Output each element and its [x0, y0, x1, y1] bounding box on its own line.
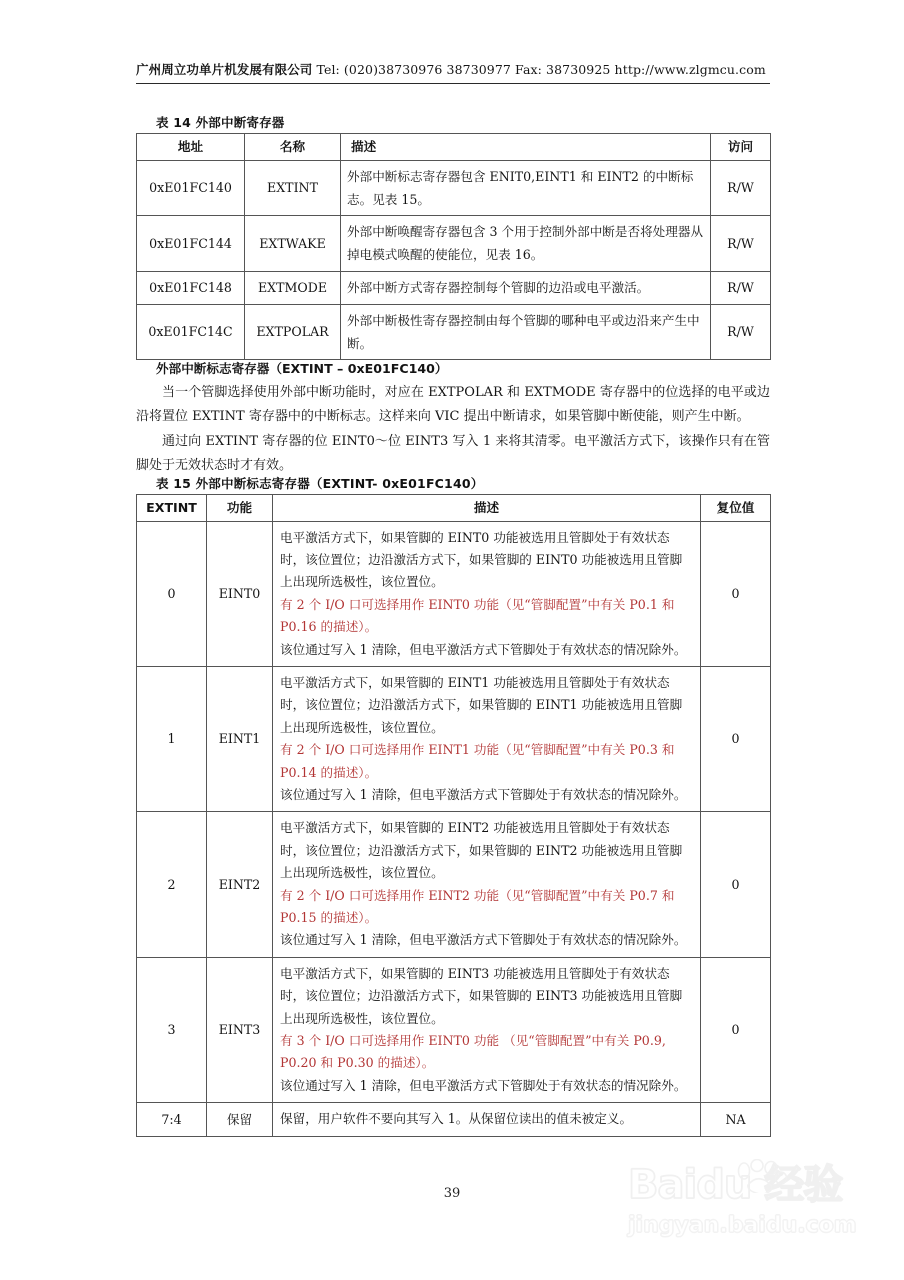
header-text-line [136, 60, 770, 83]
cell-reset-value: 0 [701, 812, 771, 957]
cell-reset-value: NA [701, 1103, 771, 1136]
column-header-desc: 描述 [341, 134, 711, 161]
cell-address: 0xE01FC14C [137, 304, 245, 360]
desc-paragraph-clear: 该位通过写入 1 清除，但电平激活方式下管脚处于有效状态的情况除外。 [280, 786, 687, 802]
column-header-reset: 复位值 [701, 495, 771, 522]
cell-reset-value: 0 [701, 957, 771, 1102]
page-header [136, 60, 770, 84]
cell-address: 0xE01FC148 [137, 271, 245, 304]
table-row [137, 666, 771, 811]
cell-function: 保留 [207, 1103, 273, 1136]
cell-description [273, 812, 701, 957]
column-header-desc: 描述 [273, 495, 701, 522]
cell-reset-value: 0 [701, 521, 771, 666]
table-row [137, 160, 771, 216]
cell-function: EINT1 [207, 666, 273, 811]
page-number: 39 [443, 1186, 461, 1201]
desc-paragraph-highlight: 有 3 个 I/O 口可选择用作 EINT0 功能 （见“管脚配置”中有关 P0.9, P0.20 和 P0.30 的描述）。 [280, 1033, 666, 1071]
cell-description [273, 521, 701, 666]
extint-flag-register-table [136, 494, 771, 1137]
cell-function: EINT2 [207, 812, 273, 957]
table-15-caption: 表 15 外部中断标志寄存器（EXTINT- 0xE01FC140） [156, 476, 484, 491]
cell-description [273, 957, 701, 1102]
cell-name: EXTINT [245, 160, 341, 216]
section-heading: 外部中断标志寄存器（EXTINT – 0xE01FC140） [156, 361, 448, 376]
desc-paragraph-highlight: 有 2 个 I/O 口可选择用作 EINT1 功能（见“管脚配置”中有关 P0.3 和 P0.14 的描述）。 [280, 742, 675, 780]
cell-access: R/W [711, 304, 771, 360]
table-header-row [137, 495, 771, 522]
cell-function: EINT3 [207, 957, 273, 1102]
table-row [137, 812, 771, 957]
cell-address: 0xE01FC140 [137, 160, 245, 216]
desc-paragraph-normal: 电平激活方式下，如果管脚的 EINT0 功能被选用且管脚处于有效状态时，该位置位；边沿激活方式下，如果管脚的 EINT0 功能被选用且管脚上出现所选极性，该位置位。 [280, 529, 683, 590]
external-interrupt-registers-table [136, 133, 771, 360]
watermark-sub-text: jingyan.baidu.com [628, 1213, 857, 1238]
cell-bit: 2 [137, 812, 207, 957]
paragraph-text: 通过向 EXTINT 寄存器的位 EINT0～位 EINT3 写入 1 来将其清零。电平激活方式下，该操作只有在管脚处于无效状态时才有效。 [136, 434, 770, 474]
company-name: 广州周立功单片机发展有限公司 [136, 62, 313, 77]
cell-access: R/W [711, 160, 771, 216]
desc-paragraph-normal: 电平激活方式下，如果管脚的 EINT1 功能被选用且管脚处于有效状态时，该位置位；边沿激活方式下，如果管脚的 EINT1 功能被选用且管脚上出现所选极性，该位置位。 [280, 674, 683, 735]
desc-paragraph-clear: 该位通过写入 1 清除，但电平激活方式下管脚处于有效状态的情况除外。 [280, 641, 687, 657]
desc-paragraph-highlight: 有 2 个 I/O 口可选择用作 EINT2 功能（见“管脚配置”中有关 P0.7 和 P0.15 的描述）。 [280, 887, 675, 926]
table-row [137, 271, 771, 304]
desc-paragraph-normal: 电平激活方式下，如果管脚的 EINT3 功能被选用且管脚处于有效状态时，该位置位；边沿激活方式下，如果管脚的 EINT3 功能被选用且管脚上出现所选极性，该位置位。 [280, 965, 683, 1026]
baidu-jingyan-watermark [628, 1163, 886, 1255]
cell-access: R/W [711, 271, 771, 304]
cell-name: EXTMODE [245, 271, 341, 304]
desc-paragraph-highlight: 有 2 个 I/O 口可选择用作 EINT0 功能（见“管脚配置”中有关 P0.1 和 P0.16 的描述）。 [280, 596, 675, 635]
column-header-function: 功能 [207, 495, 273, 522]
cell-bit: 1 [137, 666, 207, 811]
cell-function: EINT0 [207, 521, 273, 666]
cell-access: R/W [711, 216, 771, 272]
desc-paragraph-normal: 电平激活方式下，如果管脚的 EINT2 功能被选用且管脚处于有效状态时，该位置位；边沿激活方式下，如果管脚的 EINT2 功能被选用且管脚上出现所选极性，该位置位。 [280, 820, 683, 881]
paragraph-text: 当一个管脚选择使用外部中断功能时，对应在 EXTPOLAR 和 EXTMODE 寄存器中的位选择的电平或边沿将置位 EXTINT 寄存器中的中断标志。这样来向 VIC 提出中断请求，如果管脚中断使能，则产生中断。 [136, 385, 770, 425]
cell-description: 外部中断唤醒寄存器包含 3 个用于控制外部中断是否将处理器从掉电模式唤醒的使能位，见表 16。 [341, 216, 711, 272]
cell-description [273, 666, 701, 811]
cell-bit: 3 [137, 957, 207, 1102]
cell-description: 外部中断极性寄存器控制由每个管脚的哪种电平或边沿来产生中断。 [341, 304, 711, 360]
cell-name: EXTPOLAR [245, 304, 341, 360]
cell-description: 外部中断方式寄存器控制每个管脚的边沿或电平激活。 [341, 271, 711, 304]
column-header-name: 名称 [245, 134, 341, 161]
watermark-main-text: Baidu 经验 [628, 1162, 843, 1208]
header-divider [136, 83, 770, 84]
section-paragraph-1 [136, 381, 770, 429]
table-row [137, 521, 771, 666]
cell-address: 0xE01FC144 [137, 216, 245, 272]
cell-description [273, 1103, 701, 1136]
header-contact: Tel: (020)38730976 38730977 Fax: 38730925 http://www.zlgmcu.com [316, 62, 766, 77]
desc-paragraph-clear: 该位通过写入 1 清除，但电平激活方式下管脚处于有效状态的情况除外。 [280, 932, 687, 948]
table-row [137, 957, 771, 1102]
cell-bit: 7:4 [137, 1103, 207, 1136]
column-header-address: 地址 [137, 134, 245, 161]
cell-bit: 0 [137, 521, 207, 666]
table-row [137, 304, 771, 360]
section-paragraph-2 [136, 430, 770, 478]
table-14-caption: 表 14 外部中断寄存器 [156, 115, 285, 130]
cell-reset-value: 0 [701, 666, 771, 811]
desc-paragraph-clear: 该位通过写入 1 清除，但电平激活方式下管脚处于有效状态的情况除外。 [280, 1077, 687, 1093]
column-header-access: 访问 [711, 134, 771, 161]
cell-description: 外部中断标志寄存器包含 ENIT0,EINT1 和 EINT2 的中断标志。见表 15。 [341, 160, 711, 216]
column-header-extint: EXTINT [137, 495, 207, 522]
cell-name: EXTWAKE [245, 216, 341, 272]
table-row [137, 216, 771, 272]
desc-paragraph-normal: 保留，用户软件不要向其写入 1。从保留位读出的值未被定义。 [280, 1111, 633, 1127]
table-header-row [137, 134, 771, 161]
table-row [137, 1103, 771, 1136]
